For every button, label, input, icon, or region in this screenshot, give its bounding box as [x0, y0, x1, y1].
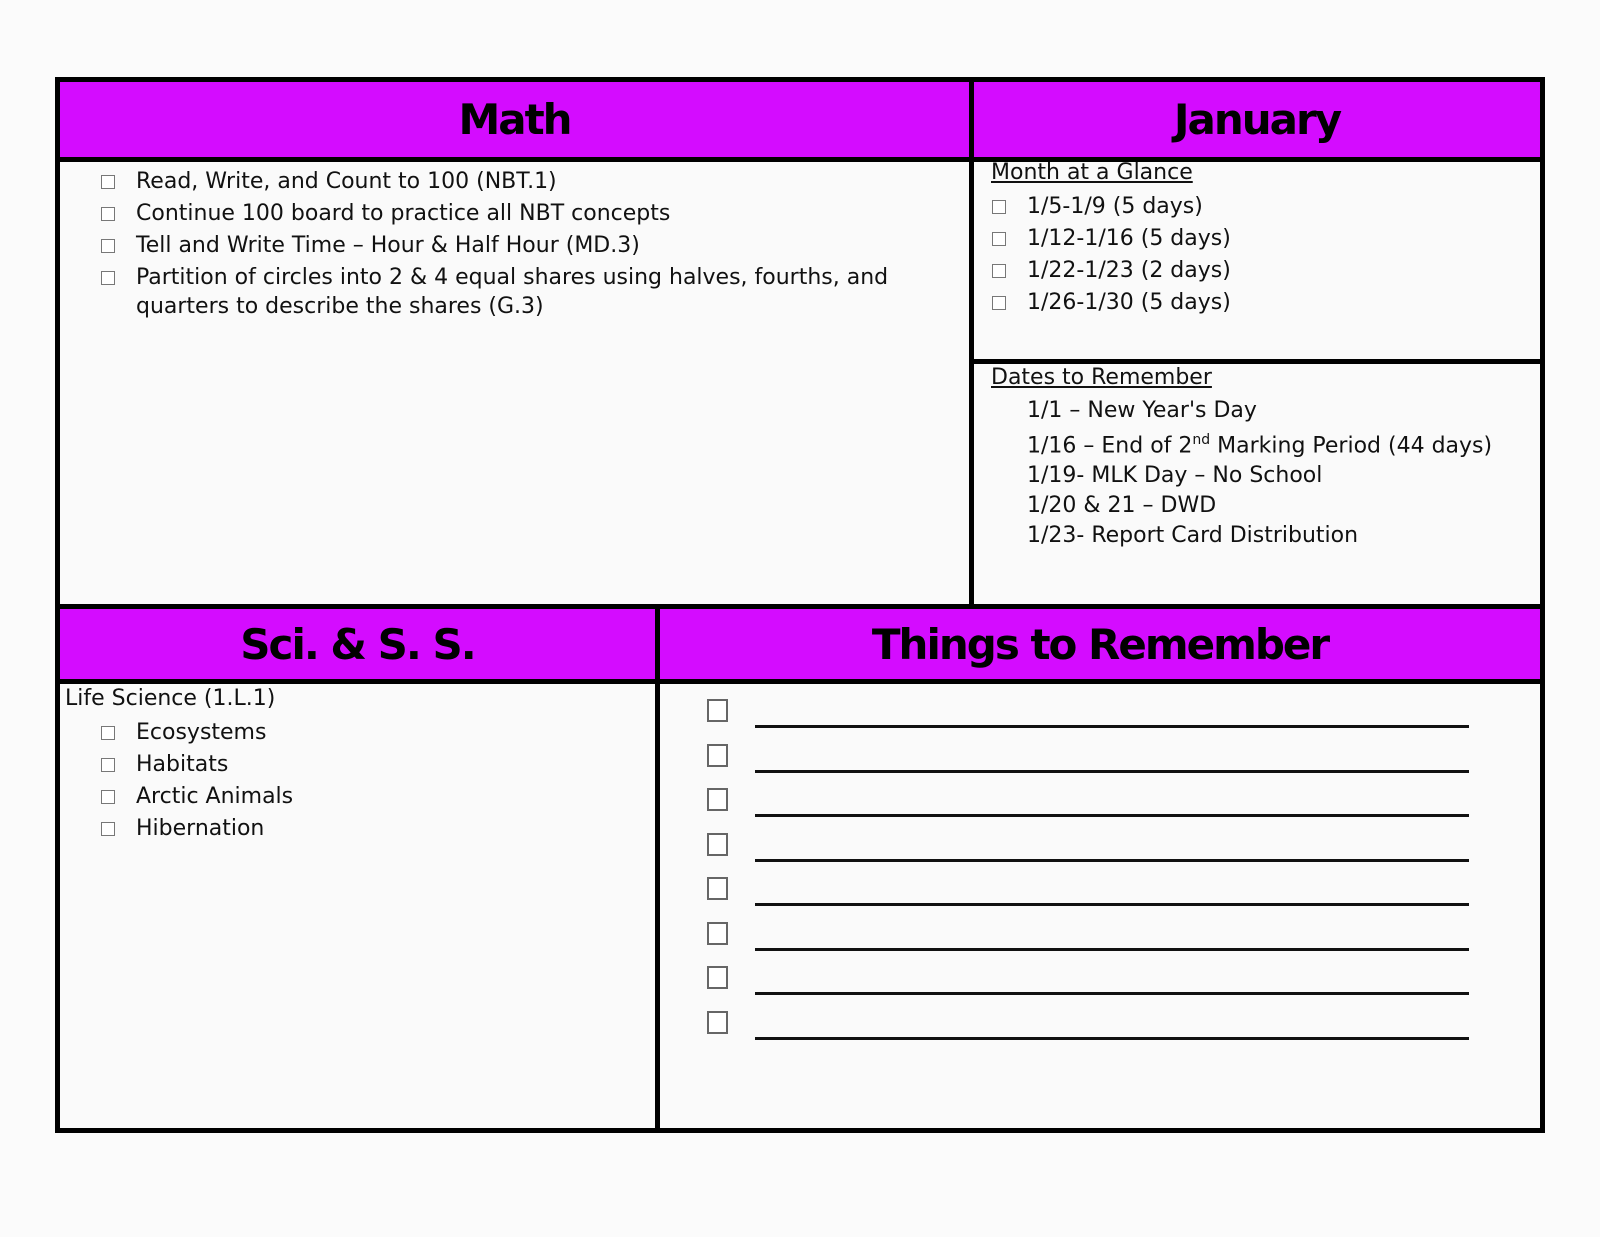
checkbox[interactable] [101, 790, 115, 804]
writing-line[interactable] [755, 770, 1469, 773]
list-item: 1/12-1/16 (5 days) [951, 224, 1511, 253]
checkbox[interactable] [101, 175, 115, 189]
things-header [660, 609, 1540, 684]
todo-row [660, 833, 1440, 877]
list-item: 1/26-1/30 (5 days) [951, 288, 1511, 317]
science-topic: Life Science (1.L.1) [65, 686, 276, 711]
list-item: Ecosystems [60, 718, 640, 747]
math-list [60, 167, 960, 324]
list-item: Tell and Write Time – Hour & Half Hour (MD.3) [60, 231, 960, 260]
science-list [60, 718, 640, 846]
list-item: Partition of circles into 2 & 4 equal shares using halves, fourths, and quarters to describe the shares (G.3) [60, 263, 960, 321]
checkbox[interactable] [707, 877, 728, 900]
list-item: 1/19- MLK Day – No School [1027, 463, 1323, 489]
checkbox[interactable] [992, 264, 1006, 278]
checkbox[interactable] [992, 232, 1006, 246]
writing-line[interactable] [755, 814, 1469, 817]
writing-line[interactable] [755, 992, 1469, 995]
list-item: 1/22-1/23 (2 days) [951, 256, 1511, 285]
month-glance-list [951, 192, 1511, 320]
todo-row [660, 1011, 1440, 1055]
checkbox[interactable] [992, 296, 1006, 310]
checkbox[interactable] [101, 207, 115, 221]
writing-line[interactable] [755, 1037, 1469, 1040]
planner-sheet [55, 77, 1545, 1133]
list-item: Continue 100 board to practice all NBT concepts [60, 199, 960, 228]
list-item: 1/20 & 21 – DWD [1027, 493, 1217, 519]
todo-row [660, 877, 1440, 921]
todo-row [660, 699, 1440, 743]
dates-heading: Dates to Remember [991, 365, 1212, 390]
checkbox[interactable] [101, 822, 115, 836]
divider-january-sections [969, 359, 1540, 364]
checkbox[interactable] [707, 788, 728, 811]
checkbox[interactable] [707, 922, 728, 945]
checkbox[interactable] [707, 744, 728, 767]
list-item: 1/16 – End of 2nd Marking Period (44 days) [1027, 432, 1493, 459]
checkbox[interactable] [707, 699, 728, 722]
writing-line[interactable] [755, 725, 1469, 728]
month-glance-heading: Month at a Glance [991, 160, 1193, 185]
checkbox[interactable] [101, 271, 115, 285]
writing-line[interactable] [755, 859, 1469, 862]
checkbox[interactable] [707, 1011, 728, 1034]
todo-row [660, 744, 1440, 788]
checkbox[interactable] [101, 239, 115, 253]
writing-line[interactable] [755, 948, 1469, 951]
list-item: 1/5-1/9 (5 days) [951, 192, 1511, 221]
science-title: Sci. & S. S. [240, 619, 475, 669]
todo-row [660, 966, 1440, 1010]
things-list [660, 699, 1540, 1119]
writing-line[interactable] [755, 903, 1469, 906]
checkbox[interactable] [101, 758, 115, 772]
math-title: Math [458, 95, 571, 144]
checkbox[interactable] [992, 200, 1006, 214]
list-item: 1/23- Report Card Distribution [1027, 523, 1359, 549]
checkbox[interactable] [101, 726, 115, 740]
list-item: Hibernation [60, 814, 640, 843]
checkbox[interactable] [707, 833, 728, 856]
dates-list [948, 396, 1538, 551]
todo-row [660, 922, 1440, 966]
todo-row [660, 788, 1440, 832]
science-header [60, 609, 655, 684]
january-title: January [1173, 95, 1341, 144]
list-item: Arctic Animals [60, 782, 640, 811]
math-header [60, 82, 969, 162]
things-title: Things to Remember [871, 619, 1329, 669]
list-item: Read, Write, and Count to 100 (NBT.1) [60, 167, 960, 196]
january-header [974, 82, 1540, 162]
list-item: Habitats [60, 750, 640, 779]
checkbox[interactable] [707, 966, 728, 989]
list-item: 1/1 – New Year's Day [1027, 398, 1257, 423]
